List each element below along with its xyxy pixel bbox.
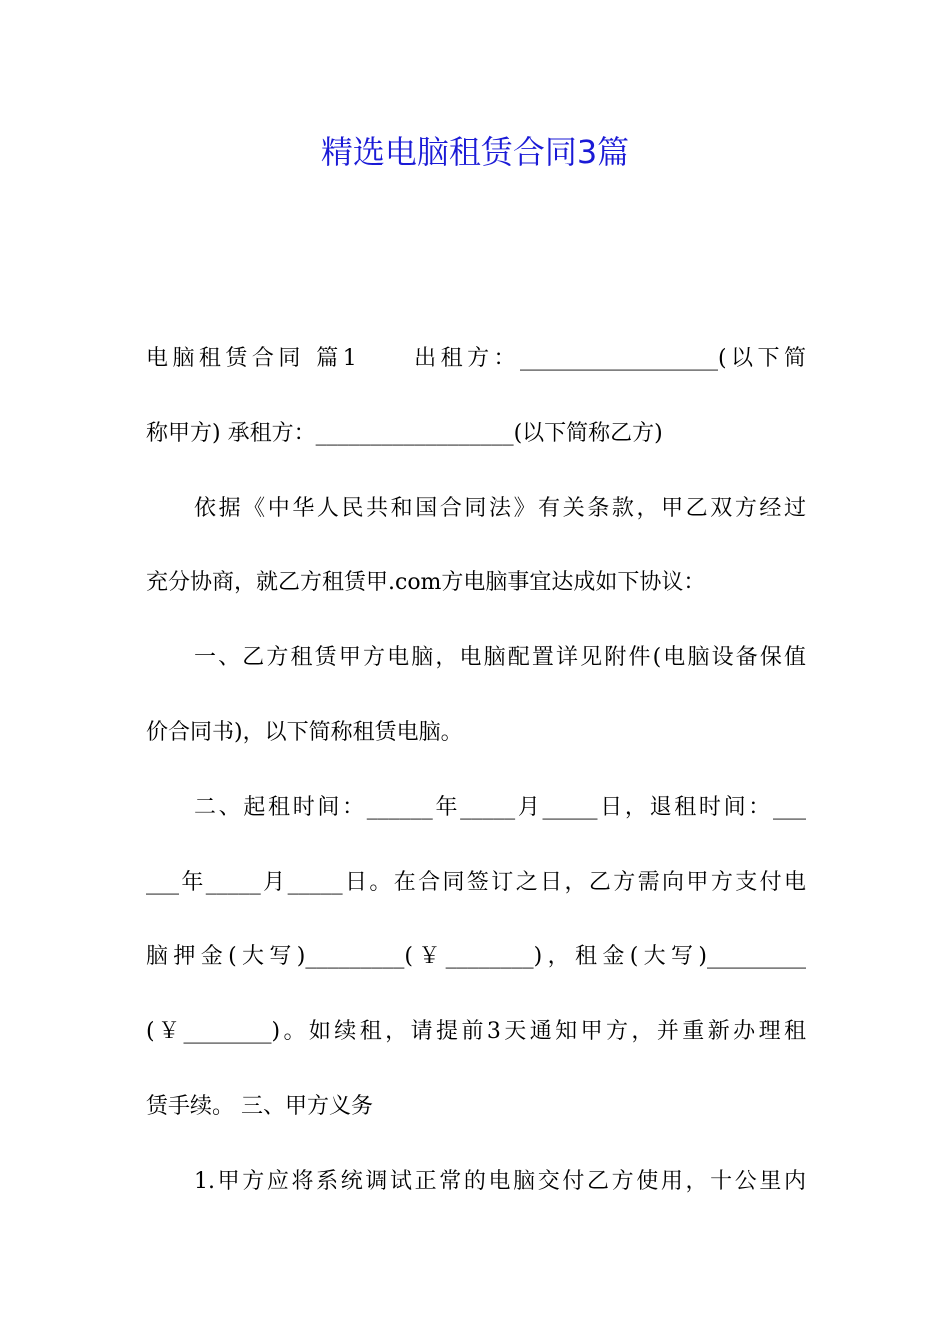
document-title: 精选电脑租赁合同3篇 [320,133,630,171]
body-line: 1.甲方应将系统调试正常的电脑交付乙方使用，十公里内 [194,1168,806,1194]
body-line: 赁手续。 三、甲方义务 [146,1093,373,1119]
body-line: 一、乙方租赁甲方电脑，电脑配置详见附件(电脑设备保值 [194,645,806,671]
body-line: 脑押金(大写)_________(￥________)，租金(大写)_________ [146,944,806,970]
body-line: 二、起租时间：______年_____月_____日，退租时间：___ [194,794,806,820]
body-line: (￥________)。如续租，请提前3天通知甲方，并重新办理租 [146,1019,806,1045]
body-line: 依据《中华人民共和国合同法》有关条款，甲乙双方经过 [194,495,806,521]
body-line: 称甲方) 承租方：__________________(以下简称乙方) [146,420,663,446]
body-line: 价合同书)，以下简称租赁电脑。 [146,719,463,745]
body-line: ___年_____月_____日。在合同签订之日，乙方需向甲方支付电 [146,869,806,895]
document-body [146,334,806,1232]
body-line: 电脑租赁合同 篇1 出租方：__________________(以下简 [146,346,806,371]
body-line: 充分协商，就乙方租赁甲.com方电脑事宜达成如下协议： [146,570,706,596]
